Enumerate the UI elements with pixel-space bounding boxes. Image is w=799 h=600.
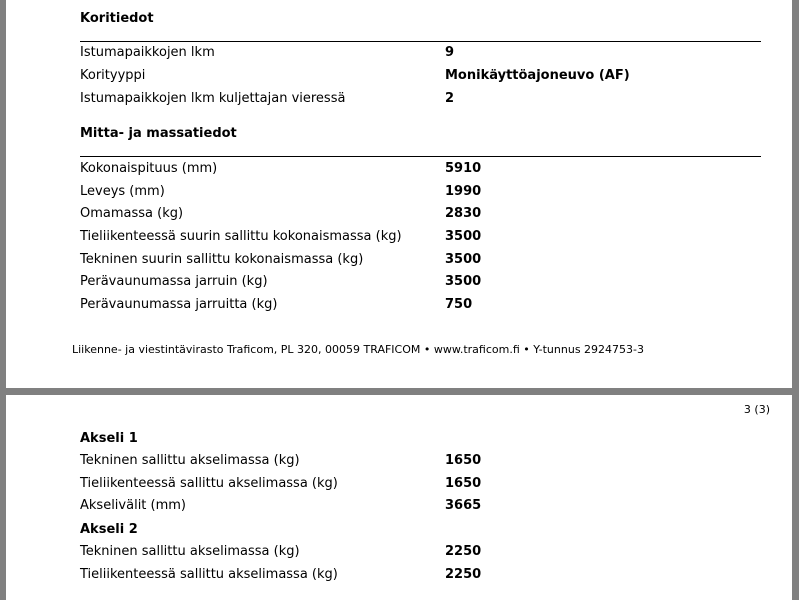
data-row [80, 249, 761, 271]
row-label: Omamassa (kg) [80, 206, 184, 221]
row-label: Tieliikenteessä suurin sallittu kokonaismassa (kg) [80, 229, 402, 244]
data-row [80, 158, 761, 180]
row-label: Perävaunumassa jarruitta (kg) [80, 297, 278, 312]
row-label: Korityyppi [80, 68, 146, 83]
section-title-akseli-1: Akseli 1 [80, 431, 138, 446]
section-divider [80, 156, 761, 157]
row-value: 750 [445, 297, 473, 312]
row-value: 1650 [445, 476, 482, 491]
data-row [80, 203, 761, 225]
row-label: Akselivälit (mm) [80, 498, 186, 513]
data-row [80, 65, 761, 87]
row-value: 3500 [445, 252, 482, 267]
row-value: 5910 [445, 161, 482, 176]
row-value: 9 [445, 45, 455, 60]
row-label: Istumapaikkojen lkm kuljettajan vieressä [80, 91, 346, 106]
document-page-1 [6, 0, 792, 388]
row-value: 1650 [445, 453, 482, 468]
data-row [80, 294, 761, 316]
document-page-2 [6, 395, 792, 600]
row-value: 2250 [445, 567, 482, 582]
row-value: 1990 [445, 184, 482, 199]
row-value: 3500 [445, 274, 482, 289]
data-row [80, 473, 761, 495]
data-row [80, 541, 761, 563]
row-label: Leveys (mm) [80, 184, 165, 199]
page-number: 3 (3) [743, 403, 770, 416]
row-value: 3665 [445, 498, 482, 513]
row-label: Tieliikenteessä sallittu akselimassa (kg) [80, 567, 338, 582]
data-row [80, 271, 761, 293]
data-row [80, 226, 761, 248]
data-row [80, 88, 761, 110]
row-label: Tieliikenteessä sallittu akselimassa (kg) [80, 476, 338, 491]
data-row [80, 181, 761, 203]
row-value: 2250 [445, 544, 482, 559]
row-label: Tekninen suurin sallittu kokonaismassa (kg) [80, 252, 364, 267]
row-label: Perävaunumassa jarruin (kg) [80, 274, 268, 289]
row-label: Tekninen sallittu akselimassa (kg) [80, 544, 300, 559]
data-row [80, 495, 761, 517]
data-row [80, 564, 761, 586]
row-value: Monikäyttöajoneuvo (AF) [445, 68, 630, 83]
row-label: Kokonaispituus (mm) [80, 161, 218, 176]
page-footer: Liikenne- ja viestintävirasto Traficom, PL 320, 00059 TRAFICOM • www.traficom.fi • Y-tunnus 2924753-3 [72, 343, 645, 356]
row-value: 3500 [445, 229, 482, 244]
data-row [80, 450, 761, 472]
row-label: Istumapaikkojen lkm [80, 45, 215, 60]
data-row [80, 42, 761, 64]
section-title-mitta-ja-massatiedot: Mitta- ja massatiedot [80, 126, 237, 141]
row-label: Tekninen sallittu akselimassa (kg) [80, 453, 300, 468]
row-value: 2 [445, 91, 455, 106]
row-value: 2830 [445, 206, 482, 221]
section-title-akseli-2: Akseli 2 [80, 522, 138, 537]
section-title-koritiedot: Koritiedot [80, 11, 154, 26]
